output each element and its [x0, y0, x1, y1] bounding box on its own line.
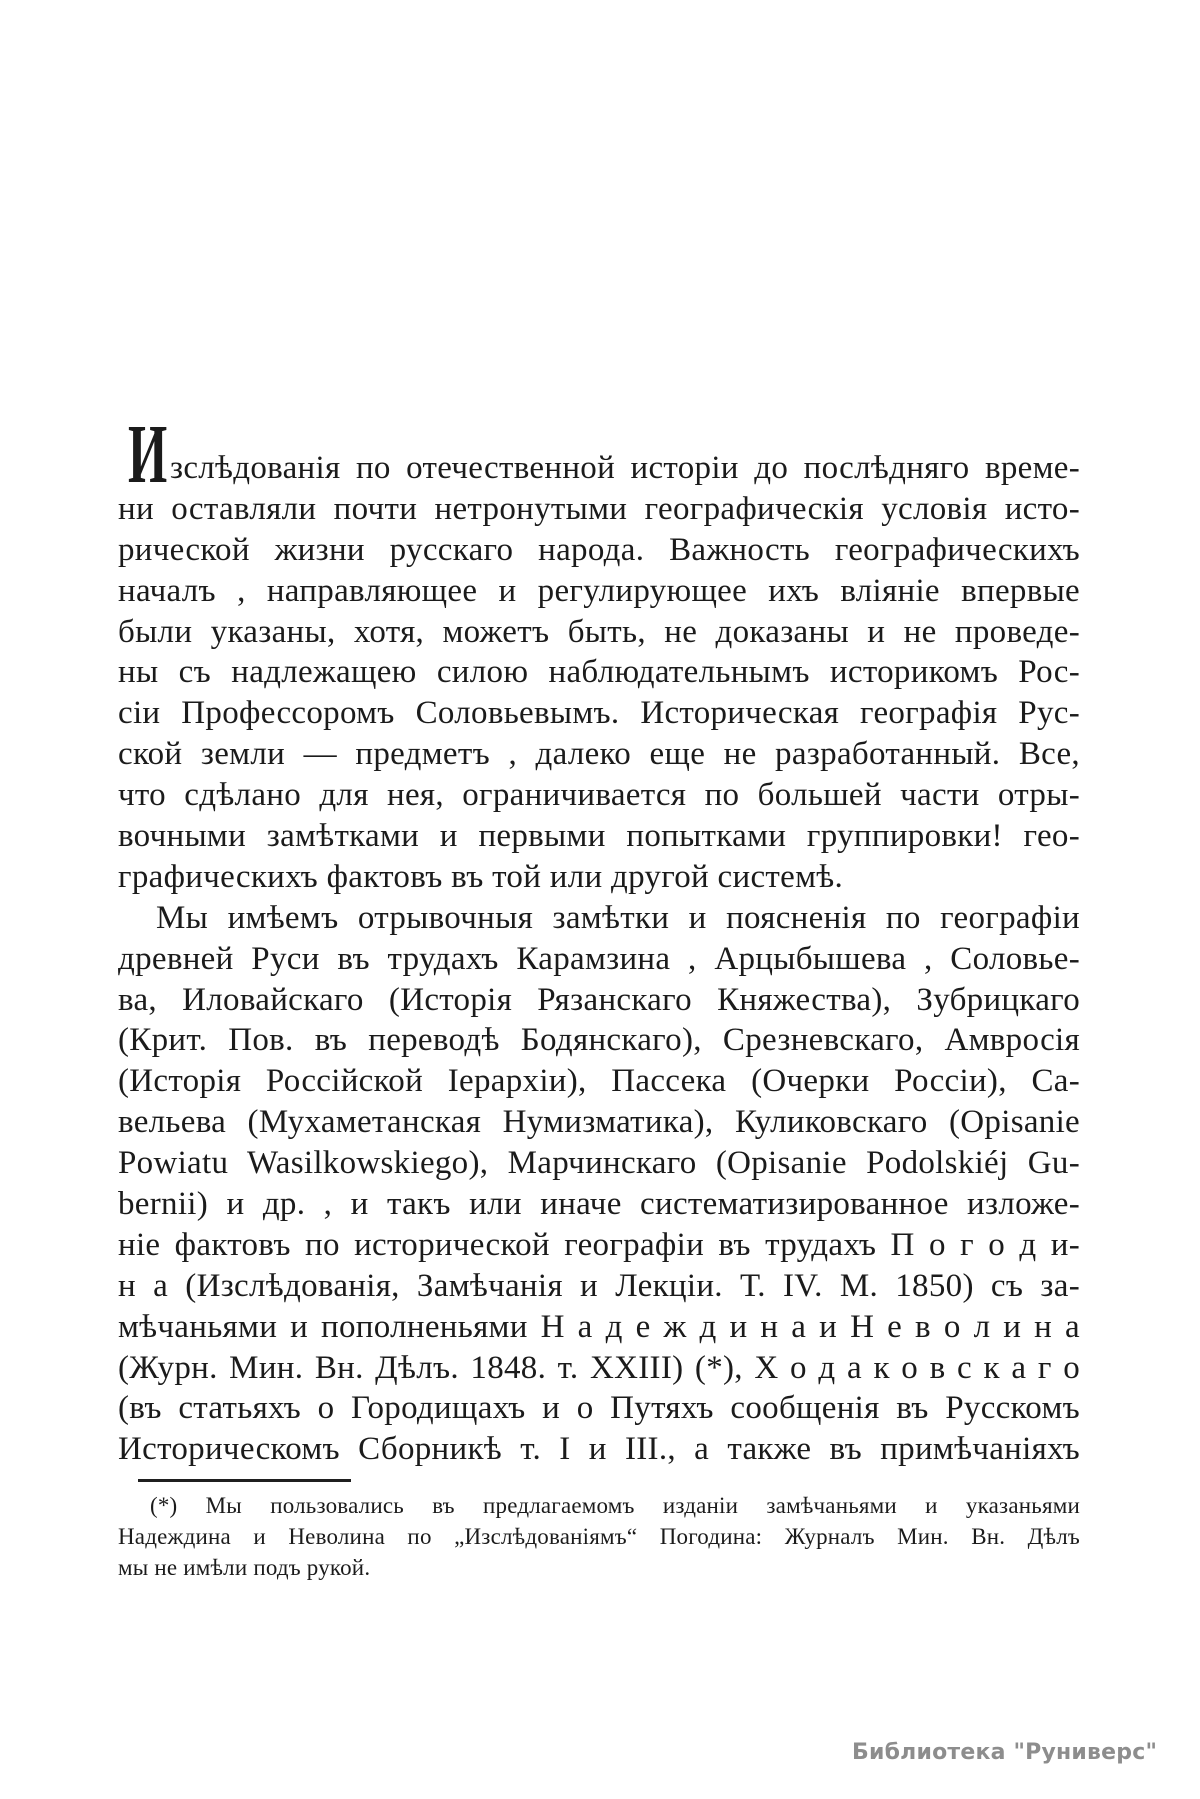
text-line: (Крит. Пов. въ переводѣ Бодянскаго), Срезневскаго, Амвросія	[118, 1022, 1080, 1059]
text-line: началъ , направляющее и регулирующее ихъ вліяніе впервые	[118, 572, 1080, 609]
dropcap-initial: И	[128, 408, 168, 501]
text-line: (въ статьяхъ о Городищахъ и о Путяхъ сообщенія въ Русскомъ	[118, 1390, 1080, 1427]
footnote-line: (*) Мы пользовались въ предлагаемомъ изданіи замѣчаньями и указаньями	[150, 1493, 1080, 1518]
main-text-block	[118, 408, 1080, 1470]
footnote-line: мы не имѣли подъ рукой.	[118, 1555, 371, 1580]
text-line: что сдѣлано для нея, ограничивается по большей части отры-	[118, 777, 1080, 814]
text-line: (Журн. Мин. Вн. Дѣлъ. 1848. т. XXIII) (*), Х о д а к о в с к а г о	[118, 1349, 1080, 1386]
text-line-paragraph-end: графическихъ фактовъ въ той или другой системѣ.	[118, 858, 844, 895]
text-line: ской земли — предметъ , далеко еще не разработанный. Все,	[118, 736, 1080, 773]
text-line: Историческомъ Сборникѣ т. I и III., а также въ примѣчаніяхъ	[118, 1431, 1080, 1468]
line-text: зслѣдованія по отечественной исторіи до послѣдняго време-	[170, 450, 1080, 486]
text-line: мѣчаньями и пополненьями Н а д е ж д и н а и Н е в о л и н а	[118, 1308, 1080, 1345]
text-line: ніе фактовъ по исторической географіи въ трудахъ П о г о д и-	[118, 1226, 1080, 1263]
text-line: ни оставляли почти нетронутыми географическія условія исто-	[118, 490, 1080, 527]
text-line: Powiatu Wasilkowskiego), Марчинскаго (Opisanie Podolskiéj Gu-	[118, 1145, 1080, 1182]
text-line: вельева (Мухаметанская Нумизматика), Куликовскаго (Opisanie	[118, 1104, 1080, 1141]
text-line: вочными замѣтками и первыми попытками группировки! гео-	[118, 818, 1080, 855]
text-line-paragraph-start: Мы имѣемъ отрывочныя замѣтки и поясненія по географіи	[156, 899, 1080, 936]
text-line: ны съ надлежащею силою наблюдательнымъ историкомъ Рос-	[118, 654, 1080, 691]
footnote-block	[118, 1490, 1080, 1583]
text-line: рической жизни русскаго народа. Важность географическихъ	[118, 531, 1080, 568]
library-watermark: Библиотека "Руниверс"	[852, 1740, 1158, 1765]
footnote-line: Надеждина и Неволина по „Изслѣдованіямъ“ Погодина: Журналъ Мин. Вн. Дѣлъ	[118, 1524, 1080, 1549]
text-line: (Исторія Россійской Іерархіи), Пассека (Очерки Россіи), Са-	[118, 1063, 1080, 1100]
text-line: древней Руси въ трудахъ Карамзина , Арцыбышева , Соловье-	[118, 940, 1080, 977]
text-line	[118, 408, 1080, 501]
text-line: н а (Изслѣдованія, Замѣчанія и Лекціи. Т. IV. М. 1850) съ за-	[118, 1267, 1080, 1304]
text-line: bernii) и др. , и такъ или иначе систематизированное изложе-	[118, 1186, 1080, 1223]
text-line: были указаны, хотя, можетъ быть, не доказаны и не проведе-	[118, 613, 1080, 650]
text-line: ва, Иловайскаго (Исторія Рязанскаго Княжества), Зубрицкаго	[118, 981, 1080, 1018]
footnote-separator	[138, 1479, 351, 1482]
text-line: сіи Профессоромъ Соловьевымъ. Историческая географія Рус-	[118, 695, 1080, 732]
